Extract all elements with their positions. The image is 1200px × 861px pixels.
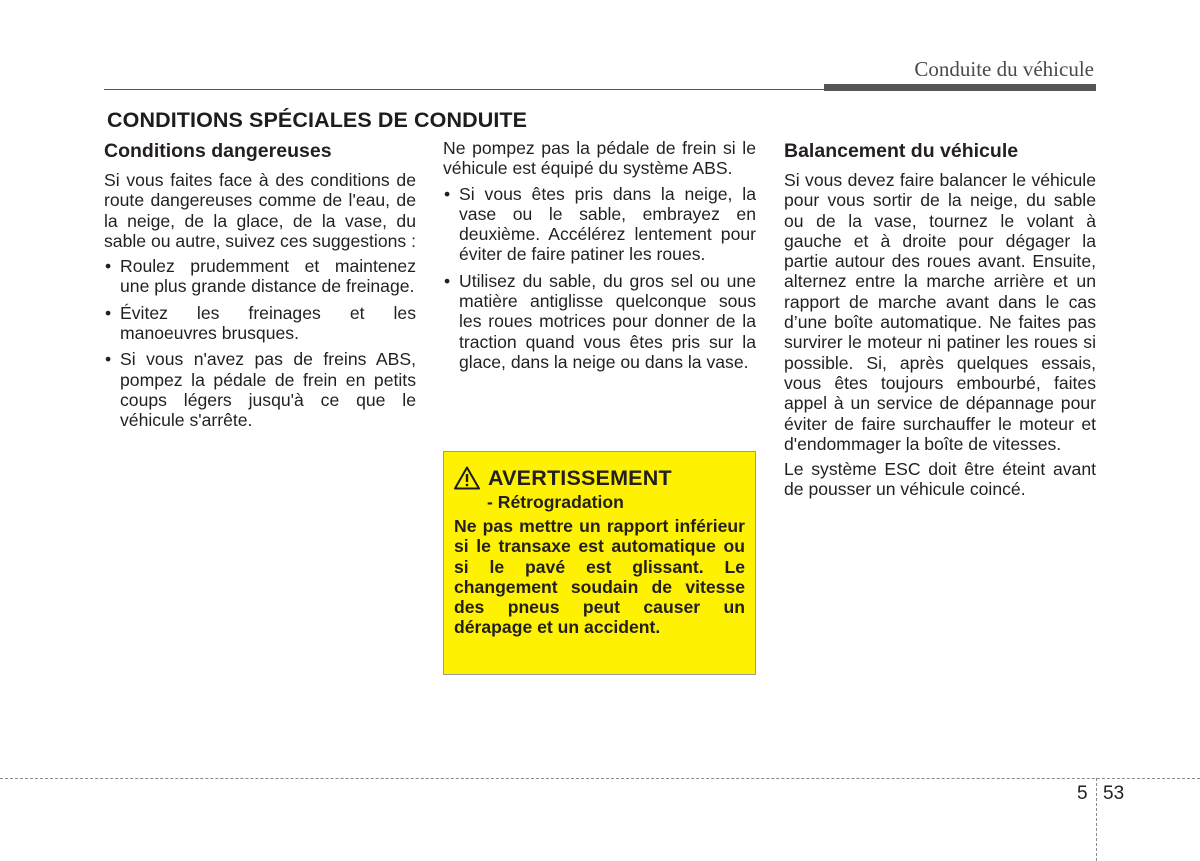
warning-body: Ne pas mettre un rapport inférieur si le transaxe est automatique ou si le pavé est glissant. Le changement soudain de vitesse des pneus peut causer un dérapage et un accident. (454, 516, 745, 638)
warning-box (443, 451, 756, 675)
list-item: • Si vous n'avez pas de freins ABS, pompez la pédale de frein en petits coups légers jusqu'à ce que le véhicule s'arrête. (105, 349, 416, 431)
warning-triangle-icon (454, 466, 480, 490)
list-item: • Utilisez du sable, du gros sel ou une matière antiglisse quelconque sous les roues motrices pour donner de la traction quand vous êtes pris sur la glace, dans la neige ou dans la vase. (444, 270, 756, 372)
bullet-icon: • (105, 302, 112, 323)
heading-dangerous-conditions: Conditions dangereuses (104, 140, 332, 162)
footer-divider (0, 778, 1200, 779)
suggestion-list (104, 256, 416, 430)
stuck-tips-list (443, 184, 756, 373)
list-item: • Évitez les freinages et les manoeuvres brusques. (105, 302, 416, 344)
warning-title: AVERTISSEMENT (488, 465, 672, 490)
rocking-paragraph: Si vous devez faire balancer le véhicule pour vous sortir de la neige, du sable ou de la vase, tournez le volant à gauche et à droite pour dégager la partie autour des roues avant. Ensuite, alternez entre la marche arrière et un rapport de marche avant dans le cas d’une boîte automatique. Ne faites pas survirer le moteur ni patiner les roues si possible. Si, après quelques essais, vous êtes toujours embourbé, faites appel à un service de dépannage pour éviter de faire surchauffer le moteur et d'endommager la boîte de vitesses. (784, 170, 1096, 454)
abs-paragraph: Ne pompez pas la pédale de frein si le véhicule est équipé du système ABS. (443, 138, 756, 179)
section-title: CONDITIONS SPÉCIALES DE CONDUITE (107, 108, 528, 132)
bullet-icon: • (105, 256, 112, 277)
header-rule-accent (824, 84, 1096, 91)
bullet-icon: • (105, 349, 112, 370)
footer-page-divider (1096, 778, 1097, 861)
page-number: 53 (1103, 783, 1125, 804)
warning-subtitle: - Rétrogradation (487, 492, 624, 512)
left-column (104, 138, 416, 437)
chapter-number: 5 (1077, 783, 1088, 804)
list-item: • Si vous êtes pris dans la neige, la vase ou le sable, embrayez en deuxième. Accélérez lentement pour éviter de faire patiner les roues. (444, 183, 756, 265)
header-rule (104, 89, 826, 90)
middle-column (443, 138, 756, 378)
bullet-icon: • (444, 270, 451, 291)
esc-paragraph: Le système ESC doit être éteint avant de pousser un véhicule coincé. (784, 459, 1096, 500)
heading-vehicle-rocking: Balancement du véhicule (784, 140, 1019, 162)
running-header-title: Conduite du véhicule (914, 57, 1094, 81)
right-column (784, 138, 1096, 505)
intro-paragraph: Si vous faites face à des conditions de route dangereuses comme de l'eau, de la neige, de la glace, de la vase, du sable ou autre, suivez ces suggestions : (104, 170, 416, 251)
list-item: • Roulez prudemment et maintenez une plus grande distance de freinage. (105, 256, 416, 297)
warning-header (454, 464, 745, 492)
bullet-icon: • (444, 183, 451, 204)
